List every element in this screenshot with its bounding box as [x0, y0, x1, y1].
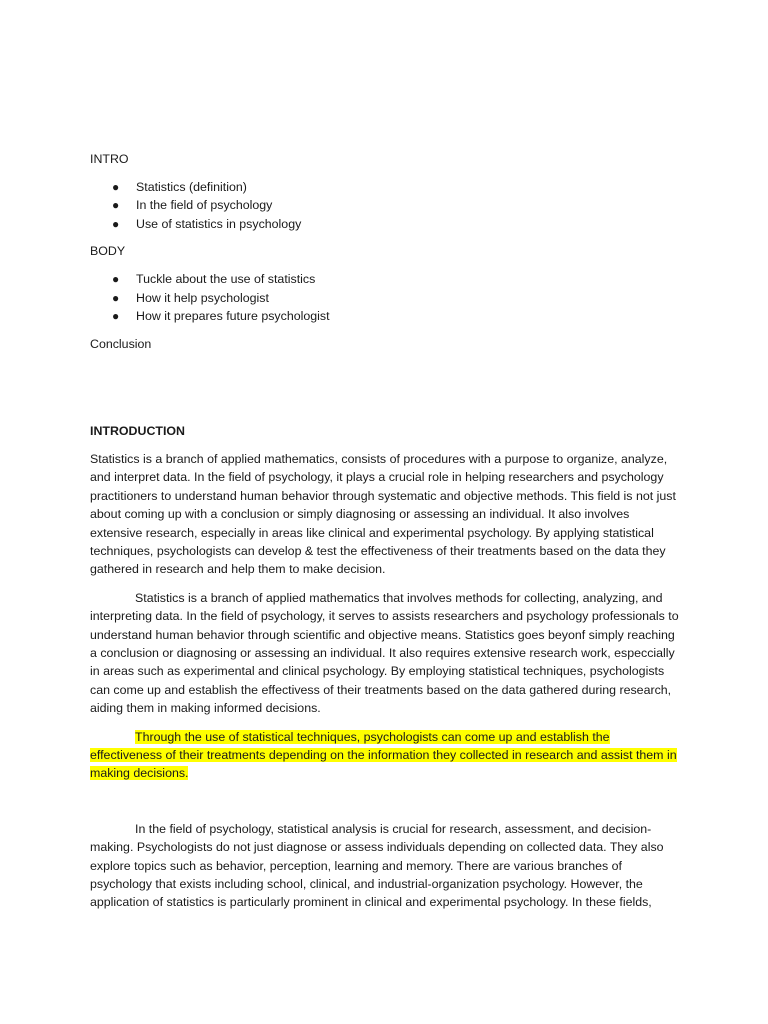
outline-intro-list [90, 178, 680, 234]
list-item: ● How it help psychologist [90, 289, 680, 308]
list-item: ● In the field of psychology [90, 196, 680, 215]
bullet-icon: ● [112, 179, 120, 194]
spacer [90, 793, 680, 820]
list-item: ● Tuckle about the use of statistics [90, 270, 680, 289]
document-page [90, 150, 680, 922]
spacer [90, 353, 680, 422]
outline-conclusion-label: Conclusion [90, 336, 152, 351]
bullet-icon: ● [112, 271, 120, 286]
paragraph-1: Statistics is a branch of applied mathematics, consists of procedures with a purpose to organize, analyze, and interpret data. In the field of psychology, it plays a crucial role in helping researchers and psychology practitioners to understand human behavior through systematic and objective methods. This field is not just about coming up with a conclusion or simply diagnosing or assessing an individual. It also involves extensive research, especially in areas like clinical and experimental psychology. By applying statistical techniques, psychologists can develop & test the effectiveness of their treatments based on the data they gathered in research and help them to make decision. [90, 451, 676, 577]
bullet-icon: ● [112, 198, 120, 213]
paragraph-3-highlighted [90, 728, 680, 783]
outline-body-list [90, 270, 680, 326]
list-item: ● Statistics (definition) [90, 178, 680, 197]
paragraph-4: In the field of psychology, statistical analysis is crucial for research, assessment, and decision-making. Psychologists do not just diagnose or assess individuals depending on collected data. They also explore topics such as behavior, perception, learning and memory. There are various branches of psychology that exists including school, clinical, and industrial-organization psychology. However, the application of statistics is particularly prominent in clinical and experimental psychology. In these fields, [90, 821, 664, 910]
list-item: ● Use of statistics in psychology [90, 215, 680, 234]
bullet-icon: ● [112, 290, 120, 305]
section-heading-introduction: INTRODUCTION [90, 424, 185, 439]
bullet-icon: ● [112, 216, 120, 231]
outline-intro-label: INTRO [90, 152, 129, 166]
paragraph-2: Statistics is a branch of applied mathematics that involves methods for collecting, analyzing, and interpreting data. In the field of psychology, it serves to assists researchers and psychology professionals to understand human behavior through scientific and objective means. Statistics goes beyonf simply reaching a conclusion or diagnosing or assessing an individual. It also requires extensive research work, especcially in areas such as experimental and clinical psychology. By employing statistical techniques, psychologists can come up and establish the effectivess of their treatments based on the data gathered during research, aiding them in making informed decisions. [90, 590, 679, 716]
highlighted-text: Through the use of statistical techniques, psychologists can come up and establish the effectiveness of their treatments depending on the information they collected in research and assist them in making decisions. [90, 729, 677, 781]
bullet-icon: ● [112, 309, 120, 324]
list-item: ● How it prepares future psychologist [90, 307, 680, 326]
outline-body-label: BODY [90, 244, 126, 259]
